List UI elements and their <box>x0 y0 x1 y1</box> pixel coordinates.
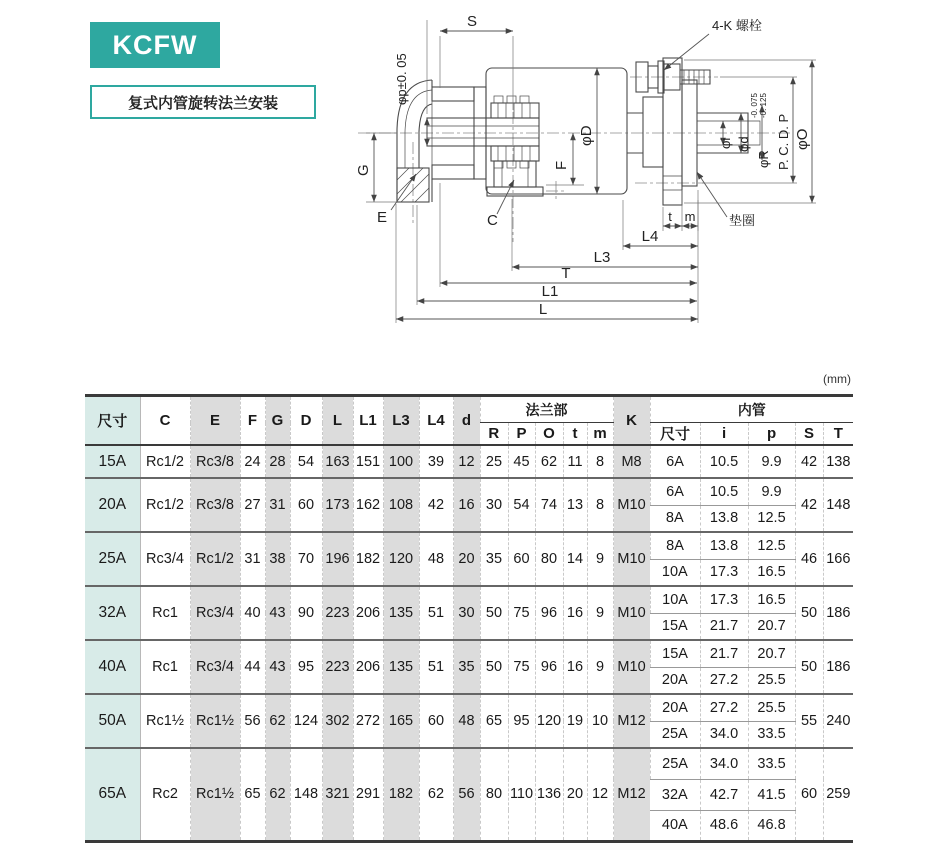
dim-label-l: L <box>538 301 548 318</box>
cell: 186 <box>823 586 853 640</box>
header-D: D <box>290 396 322 446</box>
cell: Rc1/2 <box>140 478 190 532</box>
cell: 9 <box>587 586 613 640</box>
cell: 30 <box>480 478 508 532</box>
header-K: K <box>613 396 650 446</box>
row-group-32A <box>85 586 853 640</box>
cell: 43 <box>265 586 290 640</box>
cell: 42 <box>419 478 453 532</box>
cell: M8 <box>613 445 650 478</box>
cell: 70 <box>290 532 322 586</box>
cell: 46 <box>795 532 823 586</box>
cell: 240 <box>823 694 853 748</box>
cell: 80 <box>535 532 563 586</box>
cell: 272 <box>353 694 383 748</box>
cell-inner: 15A <box>661 618 688 635</box>
cell: 43 <box>265 640 290 694</box>
cell: 135 <box>383 586 419 640</box>
cell-inner: 6A <box>650 445 700 478</box>
cell: 12 <box>453 445 480 478</box>
header-O: O <box>535 423 563 446</box>
cell-inner: 33.5 <box>748 748 795 779</box>
header-inner-group: 内管 <box>650 396 853 423</box>
header-S: S <box>795 423 823 446</box>
cell: 14 <box>563 532 587 586</box>
cell-inner: 16.5 <box>748 586 795 613</box>
cell-inner: 48.6 <box>700 810 748 841</box>
cell-inner: 21.7 <box>700 640 748 667</box>
cell: 8 <box>587 478 613 532</box>
cell-inner: 34.0 <box>700 721 748 748</box>
cell: 44 <box>240 640 265 694</box>
cell: 108 <box>383 478 419 532</box>
cell: 28 <box>265 445 290 478</box>
header-p: p <box>748 423 795 446</box>
cell: 39 <box>419 445 453 478</box>
cell-inner: 46.8 <box>748 810 795 841</box>
dimension-table <box>85 394 853 843</box>
subtitle-box <box>90 85 316 119</box>
cell-inner: 27.2 <box>700 694 748 721</box>
cell: 182 <box>383 748 419 841</box>
cell: 60 <box>508 532 535 586</box>
cell-inner: 13.8 <box>700 532 748 559</box>
cell-inner: 9.9 <box>748 445 795 478</box>
header-T: T <box>823 423 853 446</box>
cell: 42 <box>795 478 823 532</box>
header-size: 尺寸 <box>85 396 140 446</box>
cell-inner: 10A <box>661 564 688 581</box>
cell-inner: 12.5 <box>748 532 795 559</box>
cell: 30 <box>453 586 480 640</box>
cell-inner: 25.5 <box>748 667 795 694</box>
cell: 75 <box>508 586 535 640</box>
cell-size: 20A <box>85 478 140 532</box>
cell: 24 <box>240 445 265 478</box>
row-group-40A <box>85 640 853 694</box>
cell-inner: 10.5 <box>700 478 748 505</box>
cell-size: 65A <box>85 748 140 841</box>
cell-inner: 34.0 <box>700 748 748 779</box>
cell: 151 <box>353 445 383 478</box>
table-row <box>85 445 853 478</box>
header-L3: L3 <box>383 396 419 446</box>
cell-size: 40A <box>85 640 140 694</box>
cell: M10 <box>613 640 650 694</box>
dim-label-l3: L3 <box>593 249 611 266</box>
cell: 162 <box>353 478 383 532</box>
cell: Rc1½ <box>190 748 240 841</box>
cell: 148 <box>290 748 322 841</box>
cell: 259 <box>823 748 853 841</box>
dim-label-phi-O: φO <box>794 128 811 150</box>
dim-label-phi-R-tol-bottom: -0. 125 <box>759 93 768 118</box>
cell: 206 <box>353 586 383 640</box>
model-badge <box>90 22 220 68</box>
dim-label-phi-i: φi <box>718 137 733 149</box>
dim-label-phi-R: φR <box>756 150 771 168</box>
cell: 50 <box>795 586 823 640</box>
cell: 60 <box>419 694 453 748</box>
cell-inner: 20A <box>650 694 700 721</box>
cell: 12 <box>587 748 613 841</box>
cell: 80 <box>480 748 508 841</box>
row-group-20A <box>85 478 853 532</box>
cell-inner: 16.5 <box>748 559 795 586</box>
cell: 19 <box>563 694 587 748</box>
row-group-15A <box>85 445 853 478</box>
cell: 62 <box>535 445 563 478</box>
dim-label-l4: L4 <box>641 228 659 245</box>
table-row <box>85 532 853 559</box>
cell: 90 <box>290 586 322 640</box>
cell: 60 <box>290 478 322 532</box>
cell: 40 <box>240 586 265 640</box>
cell: 163 <box>322 445 353 478</box>
cell: 10 <box>587 694 613 748</box>
cell-size: 32A <box>85 586 140 640</box>
centerlines <box>358 77 790 242</box>
header-E: E <box>190 396 240 446</box>
cell: 62 <box>265 694 290 748</box>
cell-inner: 8A <box>665 510 684 527</box>
cell-inner: 21.7 <box>700 613 748 640</box>
header-G: G <box>265 396 290 446</box>
cell: Rc1½ <box>190 694 240 748</box>
cell: 165 <box>383 694 419 748</box>
cell: 56 <box>453 748 480 841</box>
cell: 16 <box>563 640 587 694</box>
cell: 124 <box>290 694 322 748</box>
cell: 110 <box>508 748 535 841</box>
cell: 25 <box>480 445 508 478</box>
cell: 50 <box>480 640 508 694</box>
cell-inner: 20.7 <box>748 613 795 640</box>
header-d: d <box>453 396 480 446</box>
cell: 65 <box>480 694 508 748</box>
table-row <box>85 478 853 505</box>
header-L1: L1 <box>353 396 383 446</box>
cell: 31 <box>265 478 290 532</box>
cell-inner: 10.5 <box>700 445 748 478</box>
cell-inner: 25A <box>661 726 688 743</box>
cell: Rc1 <box>140 640 190 694</box>
cell: 50 <box>480 586 508 640</box>
cell: M12 <box>613 694 650 748</box>
cell: 48 <box>419 532 453 586</box>
cell: 291 <box>353 748 383 841</box>
dim-label-s: S <box>466 13 478 30</box>
cell: Rc1/2 <box>190 532 240 586</box>
cell: 120 <box>535 694 563 748</box>
cell-inner: 33.5 <box>748 721 795 748</box>
cell-inner: 41.5 <box>748 779 795 810</box>
cell-inner: 12.5 <box>748 505 795 532</box>
dim-label-t-total: T <box>561 265 571 282</box>
cell: 42 <box>795 445 823 478</box>
cell-inner: 15A <box>650 640 700 667</box>
cell: 148 <box>823 478 853 532</box>
cell: 51 <box>419 586 453 640</box>
cell: 100 <box>383 445 419 478</box>
cell: 38 <box>265 532 290 586</box>
cell: 8 <box>587 445 613 478</box>
header-flange-group: 法兰部 <box>480 396 613 423</box>
cell: Rc1/2 <box>140 445 190 478</box>
cell-inner: 6A <box>650 478 700 505</box>
table-row <box>85 640 853 667</box>
cell-inner: 17.3 <box>700 586 748 613</box>
cell: 96 <box>535 586 563 640</box>
cell: 13 <box>563 478 587 532</box>
technical-drawing <box>350 0 930 348</box>
dim-label-c: C <box>487 212 498 229</box>
cell: 138 <box>823 445 853 478</box>
cell: 16 <box>563 586 587 640</box>
header-t: t <box>563 423 587 446</box>
cell: 56 <box>240 694 265 748</box>
header-inner-size: 尺寸 <box>650 423 700 446</box>
cell: 120 <box>383 532 419 586</box>
cell: 35 <box>453 640 480 694</box>
dim-label-t: t <box>668 209 672 224</box>
dim-label-phi-p: φp±0. 05 <box>394 53 409 105</box>
row-group-50A <box>85 694 853 748</box>
cell: 321 <box>322 748 353 841</box>
cell: 16 <box>453 478 480 532</box>
cell: 27 <box>240 478 265 532</box>
cell: M12 <box>613 748 650 841</box>
cell-size: 50A <box>85 694 140 748</box>
cell: Rc3/4 <box>190 586 240 640</box>
dim-label-phi-D: φD <box>578 125 595 146</box>
cell: M10 <box>613 478 650 532</box>
cell: Rc3/8 <box>190 445 240 478</box>
row-group-65A <box>85 748 853 841</box>
cell: 75 <box>508 640 535 694</box>
table-row <box>85 748 853 779</box>
cell: 302 <box>322 694 353 748</box>
row-group-25A <box>85 532 853 586</box>
cell-inner: 25.5 <box>748 694 795 721</box>
cell: 95 <box>508 694 535 748</box>
cell-inner: 20.7 <box>748 640 795 667</box>
cell: 65 <box>240 748 265 841</box>
cell: 45 <box>508 445 535 478</box>
cell-size: 25A <box>85 532 140 586</box>
cell: 55 <box>795 694 823 748</box>
cell: M10 <box>613 586 650 640</box>
cell-inner: 25A <box>650 748 700 779</box>
body-outline <box>486 68 627 194</box>
dim-label-m: m <box>684 209 696 224</box>
model-name: KCFW <box>112 29 198 60</box>
cell: 54 <box>290 445 322 478</box>
table-row <box>85 586 853 613</box>
cell: 50 <box>795 640 823 694</box>
cell: 20 <box>453 532 480 586</box>
cell-inner: 10A <box>650 586 700 613</box>
cell: 166 <box>823 532 853 586</box>
cell: 9 <box>587 532 613 586</box>
table-header <box>85 396 853 446</box>
dim-label-phi-d: φd <box>736 136 751 152</box>
cell: Rc3/8 <box>190 478 240 532</box>
cell-inner: 13.8 <box>700 505 748 532</box>
cell: 31 <box>240 532 265 586</box>
dim-label-pcd: P. C. D. P <box>776 113 791 170</box>
cell: 95 <box>290 640 322 694</box>
inner-pipe-outline <box>427 118 539 146</box>
cell: 74 <box>535 478 563 532</box>
cell-inner: 17.3 <box>700 559 748 586</box>
table-row <box>85 694 853 721</box>
cell: M10 <box>613 532 650 586</box>
cell: 20 <box>563 748 587 841</box>
subtitle-text: 复式内管旋转法兰安装 <box>127 94 278 112</box>
cell-inner: 42.7 <box>700 779 748 810</box>
cell: 196 <box>322 532 353 586</box>
header-i: i <box>700 423 748 446</box>
header-C: C <box>140 396 190 446</box>
dim-label-phi-R-tol-top: -0. 075 <box>750 93 759 118</box>
cell: 35 <box>480 532 508 586</box>
cell: 135 <box>383 640 419 694</box>
header-L: L <box>322 396 353 446</box>
cell: 62 <box>265 748 290 841</box>
cell-inner: 20A <box>661 672 688 689</box>
cell: 60 <box>795 748 823 841</box>
bottom-port-outline <box>487 161 543 196</box>
cell: 54 <box>508 478 535 532</box>
header-P: P <box>508 423 535 446</box>
dim-label-g: G <box>355 164 372 176</box>
header-F: F <box>240 396 265 446</box>
dim-label-f: F <box>553 160 570 170</box>
header-m: m <box>587 423 613 446</box>
header-R: R <box>488 425 500 442</box>
cell: 182 <box>353 532 383 586</box>
cell: 173 <box>322 478 353 532</box>
cell: 186 <box>823 640 853 694</box>
cell-inner: 40A <box>661 817 688 833</box>
bolt-callout: 4-K 螺栓 <box>712 18 762 33</box>
cell-size: 15A <box>85 445 140 478</box>
cell: 51 <box>419 640 453 694</box>
cell: 206 <box>353 640 383 694</box>
cell: 136 <box>535 748 563 841</box>
cell-inner: 8A <box>650 532 700 559</box>
cell: 96 <box>535 640 563 694</box>
cell: Rc2 <box>140 748 190 841</box>
cell: 223 <box>322 586 353 640</box>
dim-label-l1: L1 <box>541 283 559 300</box>
cell-inner: 9.9 <box>748 478 795 505</box>
cell: 11 <box>563 445 587 478</box>
cell: 48 <box>453 694 480 748</box>
cell: Rc1 <box>140 586 190 640</box>
cell: 223 <box>322 640 353 694</box>
cell: 62 <box>419 748 453 841</box>
header-L4: L4 <box>419 396 453 446</box>
cell: Rc3/4 <box>190 640 240 694</box>
washer-callout: 垫圈 <box>729 213 756 228</box>
cell-inner: 27.2 <box>700 667 748 694</box>
dim-label-e: E <box>377 209 388 226</box>
cell: 9 <box>587 640 613 694</box>
unit-note: (mm) <box>823 372 851 386</box>
cell: Rc3/4 <box>140 532 190 586</box>
cell: Rc1½ <box>140 694 190 748</box>
cell-inner: 32A <box>650 779 700 810</box>
